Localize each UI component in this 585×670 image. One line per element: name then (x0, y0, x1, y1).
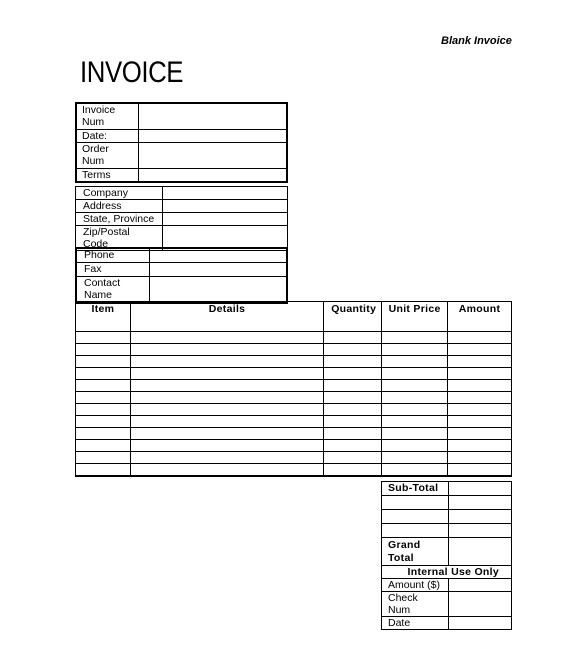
line-item-cell[interactable] (324, 464, 382, 477)
line-item-row (76, 344, 512, 356)
company-value-field[interactable] (163, 187, 288, 200)
line-item-cell[interactable] (448, 428, 512, 440)
line-item-cell[interactable] (324, 332, 382, 344)
line-item-cell[interactable] (324, 416, 382, 428)
grand-total-value-field[interactable] (449, 538, 512, 566)
header-amount: Amount (448, 302, 512, 332)
subtotal-label: Sub-Total (382, 482, 449, 496)
info-label: Order Num (76, 143, 138, 169)
invoice-title: INVOICE (80, 56, 184, 89)
subtotal-row (382, 482, 512, 496)
line-item-cell[interactable] (382, 464, 448, 477)
contact-row (76, 248, 287, 263)
contact-label: Fax (76, 263, 150, 277)
line-item-cell[interactable] (324, 356, 382, 368)
company-row (76, 200, 288, 213)
internal-use-header: Internal Use Only (382, 566, 512, 579)
internal-label: Amount ($) (382, 579, 449, 592)
line-item-cell[interactable] (76, 452, 131, 464)
line-item-cell[interactable] (76, 404, 131, 416)
line-item-cell[interactable] (76, 344, 131, 356)
line-item-cell[interactable] (382, 440, 448, 452)
line-item-cell[interactable] (448, 440, 512, 452)
line-item-cell[interactable] (324, 404, 382, 416)
line-item-cell[interactable] (448, 452, 512, 464)
line-item-cell[interactable] (76, 356, 131, 368)
info-value-field[interactable] (138, 143, 287, 169)
line-item-cell[interactable] (130, 380, 323, 392)
info-value-field[interactable] (138, 130, 287, 143)
line-item-cell[interactable] (130, 440, 323, 452)
internal-value-field[interactable] (449, 592, 512, 617)
company-label: Zip/Postal Code (76, 226, 163, 251)
internal-value-field[interactable] (449, 617, 512, 630)
totals-table (381, 481, 512, 566)
line-item-cell[interactable] (130, 356, 323, 368)
internal-label: Check Num (382, 592, 449, 617)
line-item-cell[interactable] (324, 428, 382, 440)
info-value-field[interactable] (138, 103, 287, 130)
grand-total-label: Grand Total (382, 538, 449, 566)
line-item-cell[interactable] (448, 344, 512, 356)
line-item-cell[interactable] (382, 416, 448, 428)
company-value-field[interactable] (163, 213, 288, 226)
line-item-cell[interactable] (76, 428, 131, 440)
info-row (76, 143, 287, 169)
totals-blank-label (382, 510, 449, 524)
totals-blank-field[interactable] (449, 510, 512, 524)
grand-total-row (382, 538, 512, 566)
info-row (76, 169, 287, 183)
invoice-info-table (75, 102, 288, 183)
contact-info-table (75, 247, 288, 304)
line-item-cell[interactable] (382, 356, 448, 368)
info-label: Date: (76, 130, 138, 143)
line-item-cell[interactable] (382, 332, 448, 344)
line-item-cell[interactable] (324, 344, 382, 356)
totals-blank-label (382, 524, 449, 538)
line-item-row (76, 416, 512, 428)
line-item-cell[interactable] (448, 404, 512, 416)
internal-header-row (382, 566, 512, 579)
line-item-cell[interactable] (382, 452, 448, 464)
info-value-field[interactable] (138, 169, 287, 183)
contact-label: Contact Name (76, 277, 150, 304)
line-item-row (76, 356, 512, 368)
company-row (76, 213, 288, 226)
info-label: Invoice Num (76, 103, 138, 130)
line-item-cell[interactable] (382, 344, 448, 356)
line-item-cell[interactable] (76, 416, 131, 428)
line-item-cell[interactable] (130, 404, 323, 416)
line-item-cell[interactable] (448, 464, 512, 477)
internal-row (382, 579, 512, 592)
line-item-cell[interactable] (448, 356, 512, 368)
line-item-cell[interactable] (130, 344, 323, 356)
line-items-header-row (76, 302, 512, 332)
line-item-cell[interactable] (448, 368, 512, 380)
info-label: Terms (76, 169, 138, 183)
contact-row (76, 277, 287, 304)
contact-value-field[interactable] (150, 248, 287, 263)
company-row (76, 187, 288, 200)
line-item-cell[interactable] (130, 416, 323, 428)
totals-blank-field[interactable] (449, 496, 512, 510)
internal-row (382, 617, 512, 630)
contact-row (76, 263, 287, 277)
line-item-cell[interactable] (130, 332, 323, 344)
line-item-cell[interactable] (76, 392, 131, 404)
totals-blank-field[interactable] (449, 524, 512, 538)
line-item-row (76, 428, 512, 440)
line-item-row (76, 464, 512, 477)
contact-value-field[interactable] (150, 277, 287, 304)
line-item-cell[interactable] (382, 404, 448, 416)
company-label: Address (76, 200, 163, 213)
line-item-cell[interactable] (382, 392, 448, 404)
line-item-cell[interactable] (324, 380, 382, 392)
contact-label: Phone (76, 248, 150, 263)
line-item-cell[interactable] (448, 392, 512, 404)
header-unit-price: Unit Price (382, 302, 448, 332)
line-item-row (76, 368, 512, 380)
line-item-cell[interactable] (382, 368, 448, 380)
internal-value-field[interactable] (449, 579, 512, 592)
info-row (76, 103, 287, 130)
line-item-cell[interactable] (76, 464, 131, 477)
line-item-cell[interactable] (130, 392, 323, 404)
line-item-cell[interactable] (76, 332, 131, 344)
line-item-cell[interactable] (76, 440, 131, 452)
line-item-row (76, 440, 512, 452)
line-item-row (76, 452, 512, 464)
line-item-row (76, 380, 512, 392)
line-item-cell[interactable] (130, 452, 323, 464)
line-item-cell[interactable] (76, 368, 131, 380)
internal-row (382, 592, 512, 617)
line-item-cell[interactable] (324, 440, 382, 452)
internal-use-table (381, 565, 512, 630)
internal-label: Date (382, 617, 449, 630)
line-item-cell[interactable] (324, 452, 382, 464)
company-value-field[interactable] (163, 200, 288, 213)
totals-blank-label (382, 496, 449, 510)
header-note: Blank Invoice (441, 35, 512, 47)
company-info-table (75, 186, 288, 251)
company-label: Company (76, 187, 163, 200)
totals-blank-row (382, 510, 512, 524)
subtotal-value-field[interactable] (449, 482, 512, 496)
line-item-row (76, 404, 512, 416)
company-label: State, Province (76, 213, 163, 226)
line-item-cell[interactable] (448, 332, 512, 344)
line-item-cell[interactable] (76, 380, 131, 392)
line-item-row (76, 392, 512, 404)
totals-blank-row (382, 496, 512, 510)
contact-value-field[interactable] (150, 263, 287, 277)
line-item-cell[interactable] (324, 368, 382, 380)
line-item-cell[interactable] (448, 416, 512, 428)
line-item-cell[interactable] (130, 368, 323, 380)
header-item: Item (76, 302, 131, 332)
line-item-cell[interactable] (130, 464, 323, 477)
header-details: Details (130, 302, 323, 332)
totals-blank-row (382, 524, 512, 538)
line-item-cell[interactable] (382, 380, 448, 392)
line-items-table (75, 301, 512, 477)
header-quantity: Quantity (324, 302, 382, 332)
line-item-cell[interactable] (130, 428, 323, 440)
info-row (76, 130, 287, 143)
line-item-cell[interactable] (448, 380, 512, 392)
line-item-cell[interactable] (382, 428, 448, 440)
line-item-row (76, 332, 512, 344)
line-item-cell[interactable] (324, 392, 382, 404)
